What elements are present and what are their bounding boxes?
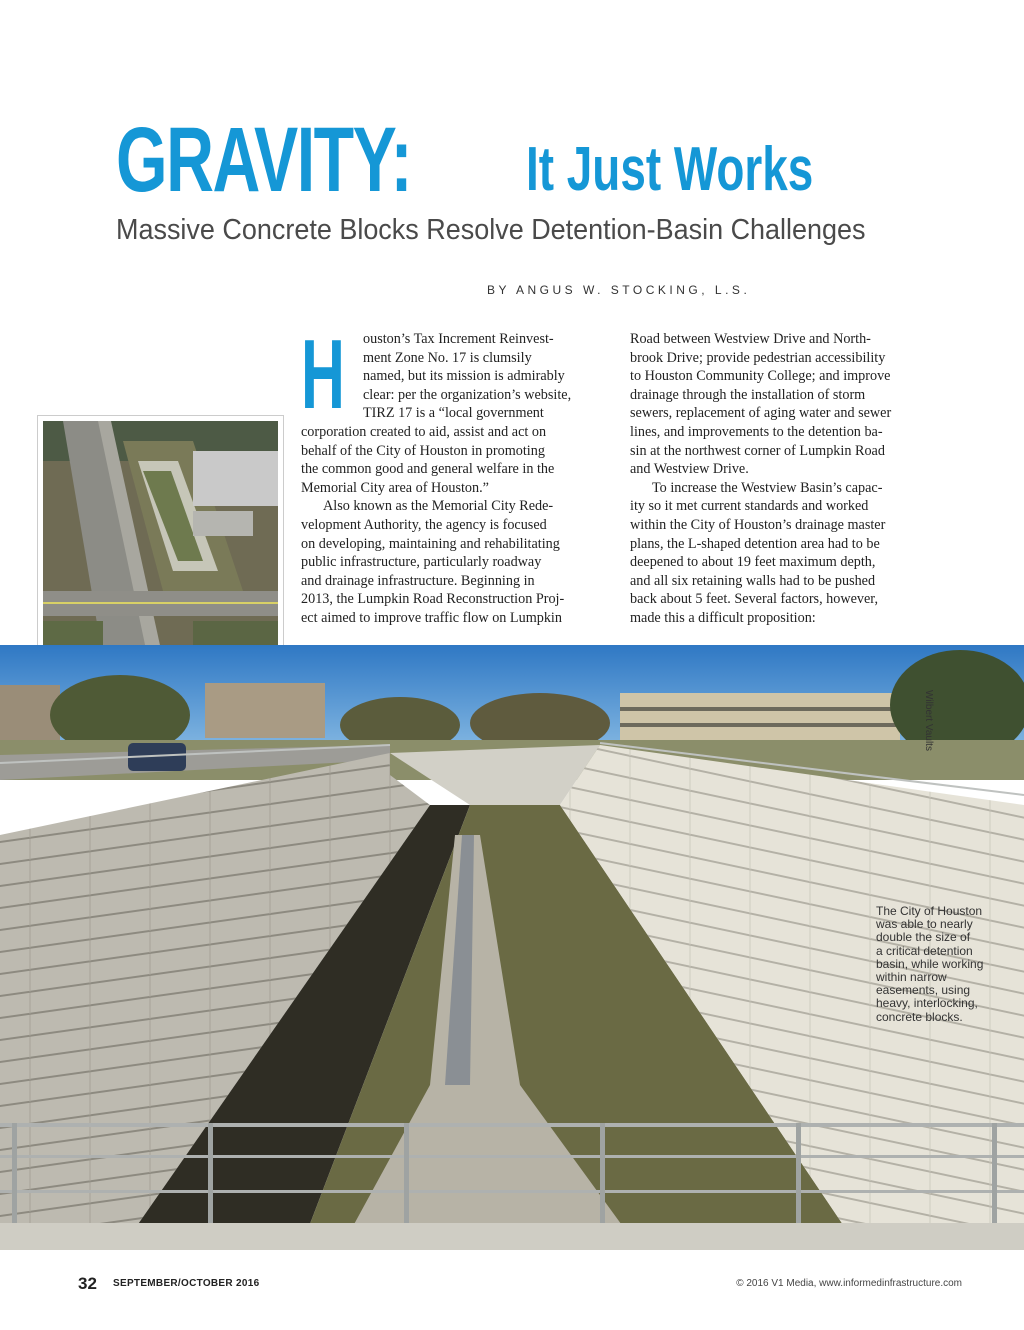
body-line: behalf of the City of Houston in promoting (301, 442, 545, 459)
body-line: on developing, maintaining and rehabilitating (301, 535, 560, 552)
caption-line: double the size of (876, 930, 971, 945)
caption-line: a critical detention (876, 943, 973, 958)
caption-line: easements, using (876, 983, 971, 998)
body-line: drainage through the installation of storm (630, 386, 866, 403)
caption-line: was able to nearly (876, 917, 973, 932)
body-line: and all six retaining walls had to be pushed (630, 572, 876, 589)
caption-line: The City of Houston (876, 904, 983, 918)
body-line: sin at the northwest corner of Lumpkin Road (630, 442, 885, 459)
caption-line: within narrow (876, 970, 947, 985)
body-line: Also known as the Memorial City Rede- (323, 498, 554, 515)
headline (116, 108, 814, 213)
caption-line: heavy, interlocking, (876, 996, 978, 1011)
copyright: © 2016 V1 Media, www.informedinfrastructure.com (736, 1278, 962, 1289)
caption-line: basin, while working (876, 956, 984, 971)
body-line: ity so it met current standards and worked (630, 498, 869, 515)
body-line: ment Zone No. 17 is clumsily (363, 349, 532, 366)
page-number: 32 (78, 1274, 97, 1293)
issue-date: SEPTEMBER/OCTOBER 2016 (113, 1278, 260, 1289)
body-line: the common good and general welfare in the (301, 461, 555, 478)
body-line: To increase the Westview Basin’s capac- (652, 479, 883, 496)
body-line: velopment Authority, the agency is focused (301, 516, 547, 533)
body-line: made this a difficult proposition: (630, 609, 816, 626)
drop-cap: H (301, 319, 345, 429)
body-line: back about 5 feet. Several factors, however, (630, 591, 878, 608)
byline: BY ANGUS W. STOCKING, L.S. (487, 283, 751, 297)
body-line: and drainage infrastructure. Beginning in (301, 572, 535, 589)
body-line: brook Drive; provide pedestrian accessibility (630, 349, 886, 366)
body-line: named, but its mission is admirably (363, 368, 565, 385)
body-line: deepened to about 19 feet maximum depth, (630, 554, 876, 571)
detention-basin-photo (0, 645, 1024, 1250)
body-line: TIRZ 17 is a “local government (363, 405, 544, 422)
body-line: ect aimed to improve traffic flow on Lumpkin (301, 609, 562, 626)
aerial-photo (38, 416, 283, 664)
body-line: within the City of Houston’s drainage master (630, 516, 886, 533)
article-column-2 (630, 330, 942, 628)
body-line: and Westview Drive. (630, 461, 749, 478)
body-line: Memorial City area of Houston.” (301, 479, 489, 496)
body-line: clear: per the organization’s website, (363, 386, 572, 403)
body-line: ouston’s Tax Increment Reinvest- (363, 331, 554, 347)
caption-line: concrete blocks. (876, 1009, 963, 1024)
photo-credit: Wilbert Vaults (923, 690, 934, 751)
headline-main: GRAVITY: (116, 109, 412, 211)
photo-caption (876, 905, 986, 1024)
body-line: public infrastructure, particularly roadway (301, 554, 542, 571)
body-line: corporation created to aid, assist and act on (301, 423, 547, 440)
detention-basin-illustration (0, 645, 1024, 1250)
subtitle: Massive Concrete Blocks Resolve Detention-Basin Challenges (116, 214, 866, 246)
body-line: sewers, replacement of aging water and sewer (630, 405, 892, 422)
headline-tagline: It Just Works (526, 135, 814, 204)
body-line: to Houston Community College; and improve (630, 368, 891, 385)
body-line: Road between Westview Drive and North- (630, 331, 871, 347)
body-line: lines, and improvements to the detention ba- (630, 423, 883, 440)
body-line: 2013, the Lumpkin Road Reconstruction Proj- (301, 591, 565, 608)
article-column-1 (301, 319, 609, 628)
body-line: plans, the L-shaped detention area had to be (630, 535, 880, 552)
aerial-photo-illustration (43, 421, 278, 659)
